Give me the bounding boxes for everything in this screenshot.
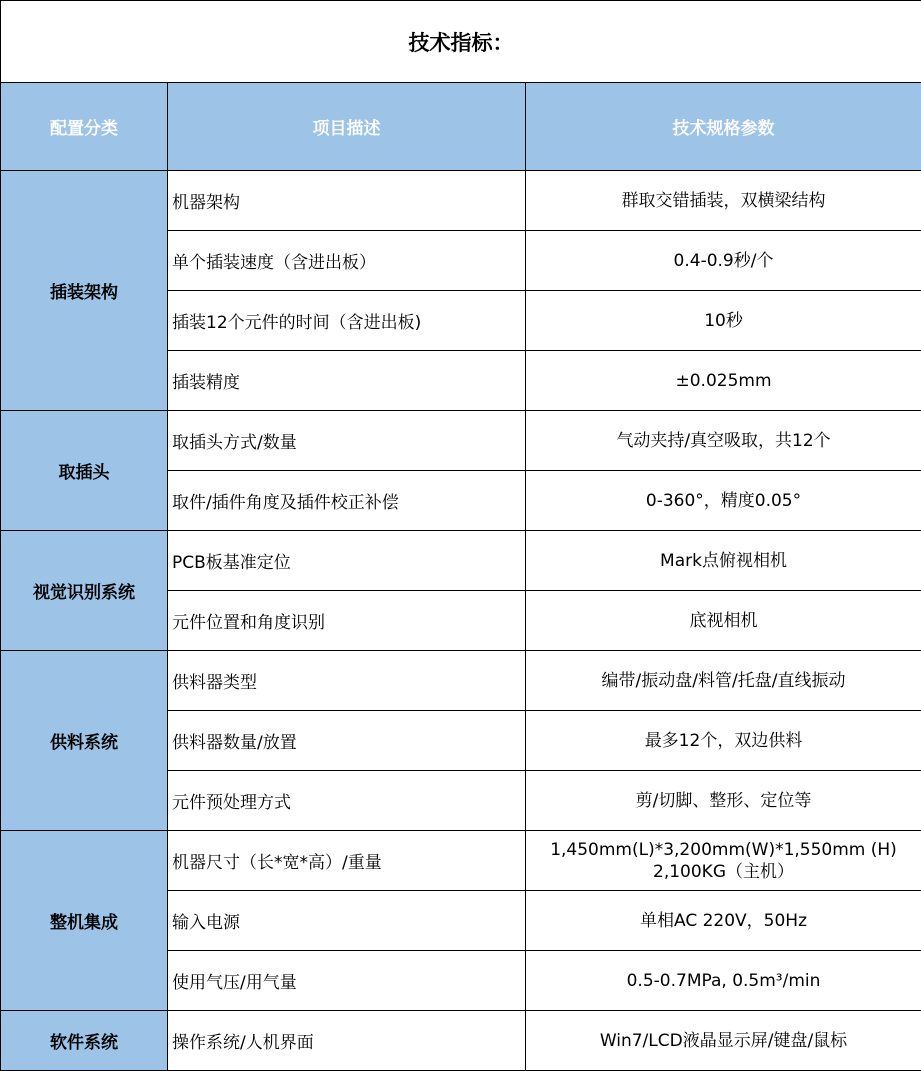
header-category: 配置分类 (1, 83, 168, 171)
table-row (1, 531, 921, 591)
spec-value-cell (526, 591, 921, 651)
description-cell: 插装精度 (168, 351, 526, 411)
description-cell: PCB板基准定位 (168, 531, 526, 591)
table-row (1, 411, 921, 471)
spec-value-cell (526, 831, 921, 891)
spec-value-cell (526, 771, 921, 831)
header-description: 项目描述 (168, 83, 526, 171)
spec-value-line: 2,100KG（主机） (653, 861, 794, 882)
description-cell: 供料器类型 (168, 651, 526, 711)
spec-value-line: 气动夹持/真空吸取，共12个 (616, 430, 831, 451)
spec-value-cell (526, 351, 921, 411)
description-cell: 供料器数量/放置 (168, 711, 526, 771)
spec-value-cell (526, 711, 921, 771)
spec-value-line: 编带/振动盘/料管/托盘/直线振动 (601, 670, 846, 691)
spec-value-cell (526, 291, 921, 351)
spec-value-line: 单相AC 220V，50Hz (639, 910, 808, 931)
spec-value-cell (526, 651, 921, 711)
category-cell: 视觉识别系统 (1, 531, 168, 651)
description-cell: 取插头方式/数量 (168, 411, 526, 471)
spec-value-line: Win7/LCD液晶显示屏/键盘/鼠标 (599, 1030, 848, 1051)
spec-value-cell (526, 411, 921, 471)
category-cell: 供料系统 (1, 651, 168, 831)
description-cell: 单个插装速度（含进出板） (168, 231, 526, 291)
description-cell: 机器架构 (168, 171, 526, 231)
spec-value-cell (526, 471, 921, 531)
category-cell: 整机集成 (1, 831, 168, 1011)
category-cell: 软件系统 (1, 1011, 168, 1071)
category-cell: 取插头 (1, 411, 168, 531)
spec-value-cell (526, 231, 921, 291)
spec-value-line: 剪/切脚、整形、定位等 (635, 790, 812, 811)
spec-value-line: 底视相机 (689, 610, 758, 631)
description-cell: 输入电源 (168, 891, 526, 951)
spec-value-line: 10秒 (704, 310, 743, 331)
spec-value-line: 0.4-0.9秒/个 (673, 250, 774, 271)
description-cell: 取件/插件角度及插件校正补偿 (168, 471, 526, 531)
spec-value-cell (526, 891, 921, 951)
table-row (1, 171, 921, 231)
spec-value-line: 群取交错插装，双横梁结构 (621, 190, 826, 211)
spec-value-cell (526, 951, 921, 1011)
spec-value-cell (526, 171, 921, 231)
header-spec: 技术规格参数 (526, 83, 921, 171)
description-cell: 插装12个元件的时间（含进出板) (168, 291, 526, 351)
spec-value-line: 1,450mm(L)*3,200mm(W)*1,550mm (H) (550, 839, 897, 860)
header-row (1, 83, 921, 171)
table-title: 技术指标： (1, 1, 921, 83)
spec-value-line: ±0.025mm (675, 370, 772, 391)
description-cell: 元件位置和角度识别 (168, 591, 526, 651)
spec-value-line: 最多12个，双边供料 (644, 730, 803, 751)
title-row (1, 1, 921, 83)
spec-value-line: 0-360°，精度0.05° (645, 490, 802, 511)
description-cell: 使用气压/用气量 (168, 951, 526, 1011)
description-cell: 机器尺寸（长*宽*高）/重量 (168, 831, 526, 891)
table-row (1, 1011, 921, 1071)
spec-value-cell (526, 1011, 921, 1071)
spec-value-line: 0.5-0.7MPa, 0.5m³/min (626, 970, 821, 991)
spec-value-line: Mark点俯视相机 (660, 550, 787, 571)
spec-value-cell (526, 531, 921, 591)
table-row (1, 651, 921, 711)
description-cell: 元件预处理方式 (168, 771, 526, 831)
table-row (1, 831, 921, 891)
category-cell: 插装架构 (1, 171, 168, 411)
description-cell: 操作系统/人机界面 (168, 1011, 526, 1071)
